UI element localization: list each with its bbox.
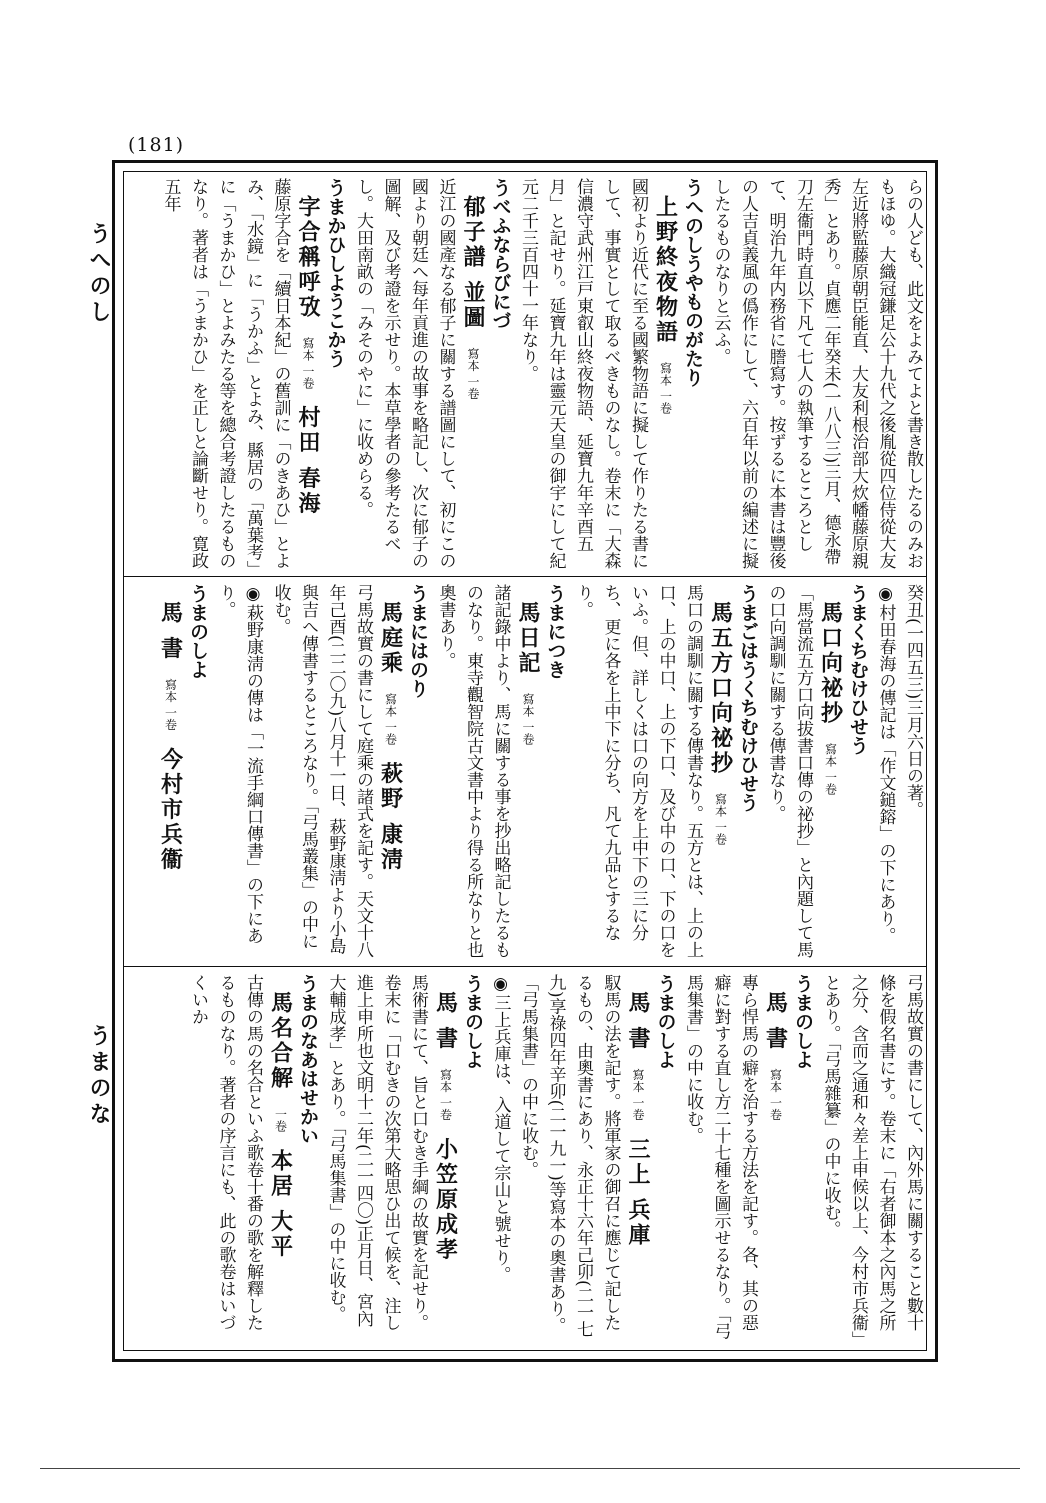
entry-title-line [651,178,679,570]
entry-title-line [624,974,652,1344]
entry-title: 馬 書 [157,601,184,662]
entry-title-line [376,584,404,960]
paragraph: 藤原字合を「續日本紀」の舊訓に「のきあひ」とよみ、「水鏡」に「うかふ」とよみ、縣居の「萬葉考」に「うまかひ」とよみたる等を總合考證したるものなり。著者は「うまかひ」を正しと論斷せり。寛政五年 [160,178,291,569]
entry-title: 馬日記 [515,601,541,676]
note: ◉三上兵庫は、入道して宗山と號せり。 [490,974,511,1283]
volume-tag: 寫本 一卷 [163,678,178,731]
note: ◉萩野康淸の傳は「一流手綱口傳書」の下にあり。 [215,584,263,944]
section-2 [130,584,926,960]
entry-title-line [706,584,734,960]
volume-tag: 寫本 一卷 [521,693,535,745]
entry-title-line [761,974,789,1344]
author-name: 三上 兵庫 [625,1137,651,1249]
entry-heading: うまくちむけひせう [847,584,869,755]
paragraph: 弓馬故實の書にして庭乘の諸式を記す。天文十八年己酉(二二〇九)八月十一日、萩野康淸より小島與吉へ傳書するところなり。「弓馬叢集」の中に收む。 [270,584,373,958]
volume-tag: 寫本 一卷 [658,362,673,414]
entry-title: 馬庭乘 [377,601,404,676]
bottom-rule [40,1468,1020,1469]
volume-tag: 寫本 一卷 [823,743,838,795]
page-frame [112,160,938,1362]
entry-heading: うべふならびにづ [489,178,512,330]
paragraph: 諸記錄中より、馬に關する事を抄出略記したるものなり。東寺觀智院古文書中より得る所なりと也奧書あり。 [435,584,511,958]
volume-tag: 寫本 一卷 [466,347,480,400]
entry-title-line [514,584,542,960]
entry-title: 馬名合解 [267,991,294,1091]
author-name: 村田 春海 [295,405,321,517]
entry-heading: うへのしうやものがたり [682,178,704,387]
entry-title: 上野終夜物語 [652,195,679,345]
paragraph: 弓馬故實の書にして、內外馬に關すること數十條を假名書にす。卷末に「右者御本之內馬之所之分、含而之通和々差上申候以上、今村市兵衞」とあり。「弓馬雜纂」の中に收む。 [820,974,923,1340]
entry-heading: うまのしよ [654,974,677,1069]
paragraph: らの人ども、此文をよみてよと書き散したるのみおもほゆ。大織冠鎌足公十九代之後胤從四位侍從大友左近將監藤原朝臣能直、大友利根治部大炊幡藤原親秀」とあり。貞應二年癸未(一八八三)三月、德永帶刀左衞門時直以下凡て七人の執筆するところとして、明治九年内務省に謄寫す。按ずるに本書は豐後の人吉貞義風の僞作にして、六百年以前の編述に擬したるものなりと云ふ。 [710,178,923,569]
section-divider-1 [124,576,926,577]
paragraph: 古傳の馬の名合といふ歌卷十番の歌を解釋したるものなり。著者の序言にも、此の歌卷はいづくいか [188,974,263,1331]
entry-title: 字合稱呼攷 [295,195,321,320]
entry-title: 馬 書 [762,991,789,1052]
section-divider-2 [124,966,926,967]
entry-title: 馬 書 [432,991,459,1052]
paragraph: 癸丑(一四五三)三月六日の著。 [903,584,923,819]
side-label-bottom: うまのな [86,1024,112,1128]
entry-title: 馬五方口向祕抄 [707,601,734,776]
entry-heading: うまのしよ [187,584,209,679]
entry-title-line [266,974,294,1344]
paragraph: 馬術書にて、旨と口むき手綱の故實を記せり。卷末に「口むきの次第大略思ひ出て候を、注し進上申所也文明十二年(二一四〇)正月日、宮內大輔成孝」とあり。「弓馬集書」の中に收む。 [325,974,428,1331]
volume-tag: 寫本 一卷 [768,1068,783,1121]
entry-heading: うまのしよ [792,974,814,1069]
author-name: 小笠原成孝 [432,1137,459,1263]
volume-tag: 一卷 [273,1108,288,1132]
paragraph: 「馬當流五方口向拔書口傳の祕抄」と內題して馬の口向調馴に關する傳書なり。 [765,584,813,958]
section-3 [130,974,926,1344]
entry-title-line [431,974,459,1344]
entry-heading: うまにつき [544,584,567,679]
side-label-top: うへのし [86,222,112,326]
author-name: 萩野 康淸 [377,761,404,873]
paragraph: 馭馬の法を記す。將軍家の御召に應じて記したるもの、由奧書にあり、永正十六年己卯(二一七九)享祿四年辛卯(二一九一)等寫本の奧書あり。「弓馬集書」の中に收む。 [518,974,621,1338]
entry-title-line [294,178,322,570]
entry-heading: うまにはのり [407,584,429,698]
entry-heading: うまかひしようこかう [324,178,347,368]
author-name: 今村市兵衞 [157,747,184,873]
entry-heading: うまのしよ [462,974,484,1069]
entry-title: 郁子譜 並圖 [460,195,486,331]
volume-tag: 寫本 一卷 [631,1068,645,1121]
entry-heading: うまのなあはせかい [297,974,319,1145]
volume-tag: 寫本 一卷 [301,337,315,389]
volume-tag: 寫本 一卷 [713,793,728,845]
volume-tag: 寫本 一卷 [438,1068,453,1121]
note: ◉村田春海の傳記は「作文鎚鎔」の下にあり。 [875,584,896,944]
inner-frame [123,171,927,1351]
entry-title: 馬 書 [625,991,651,1052]
paragraph: 專ら悍馬の癖を治する方法を記す。各、其の惡癖に對する直し方二十七種を圖示せるなり。「弓馬集書」の中に收む。 [683,974,758,1340]
entry-heading: うまごはうくちむけひせう [737,584,759,812]
paragraph: 馬口の調馴に關する傳書なり。五方とは、上の上口、上の中口、上の下口、及び中の口、下の口をいふ。但、詳しくは口の向方を上中下の三に分ち、更に各を上中下に分ち、凡て九品とするなり。 [573,584,703,958]
page-number: (181) [128,134,185,156]
entry-title-line [156,584,184,960]
volume-tag: 寫本 一卷 [383,693,398,745]
entry-title-line [816,584,844,960]
paragraph: 國初より近代に至る國繁物語に擬して作りたる書にして、事實として取るべきものなし。卷末に「大森信濃守武州江戸東叡山終夜物語、延寶九年辛酉五月」と記せり。延寶九年は靈元天皇の御宇にして紀元二千三百四十一年なり。 [518,178,648,569]
author-name: 本居 大平 [267,1149,294,1260]
entry-title: 馬口向祕抄 [817,601,844,726]
section-1 [130,178,926,570]
entry-title-line [459,178,487,570]
paragraph: 近江の國產なる郁子に關する譜圖にして、初にこの國より朝廷へ每年貢進の故事を略記し、次に郁子の圖解、及び考證を示せり。本草學者の參考たるべし。大田南畝の「みそのやに」に收めらる。 [353,178,456,569]
